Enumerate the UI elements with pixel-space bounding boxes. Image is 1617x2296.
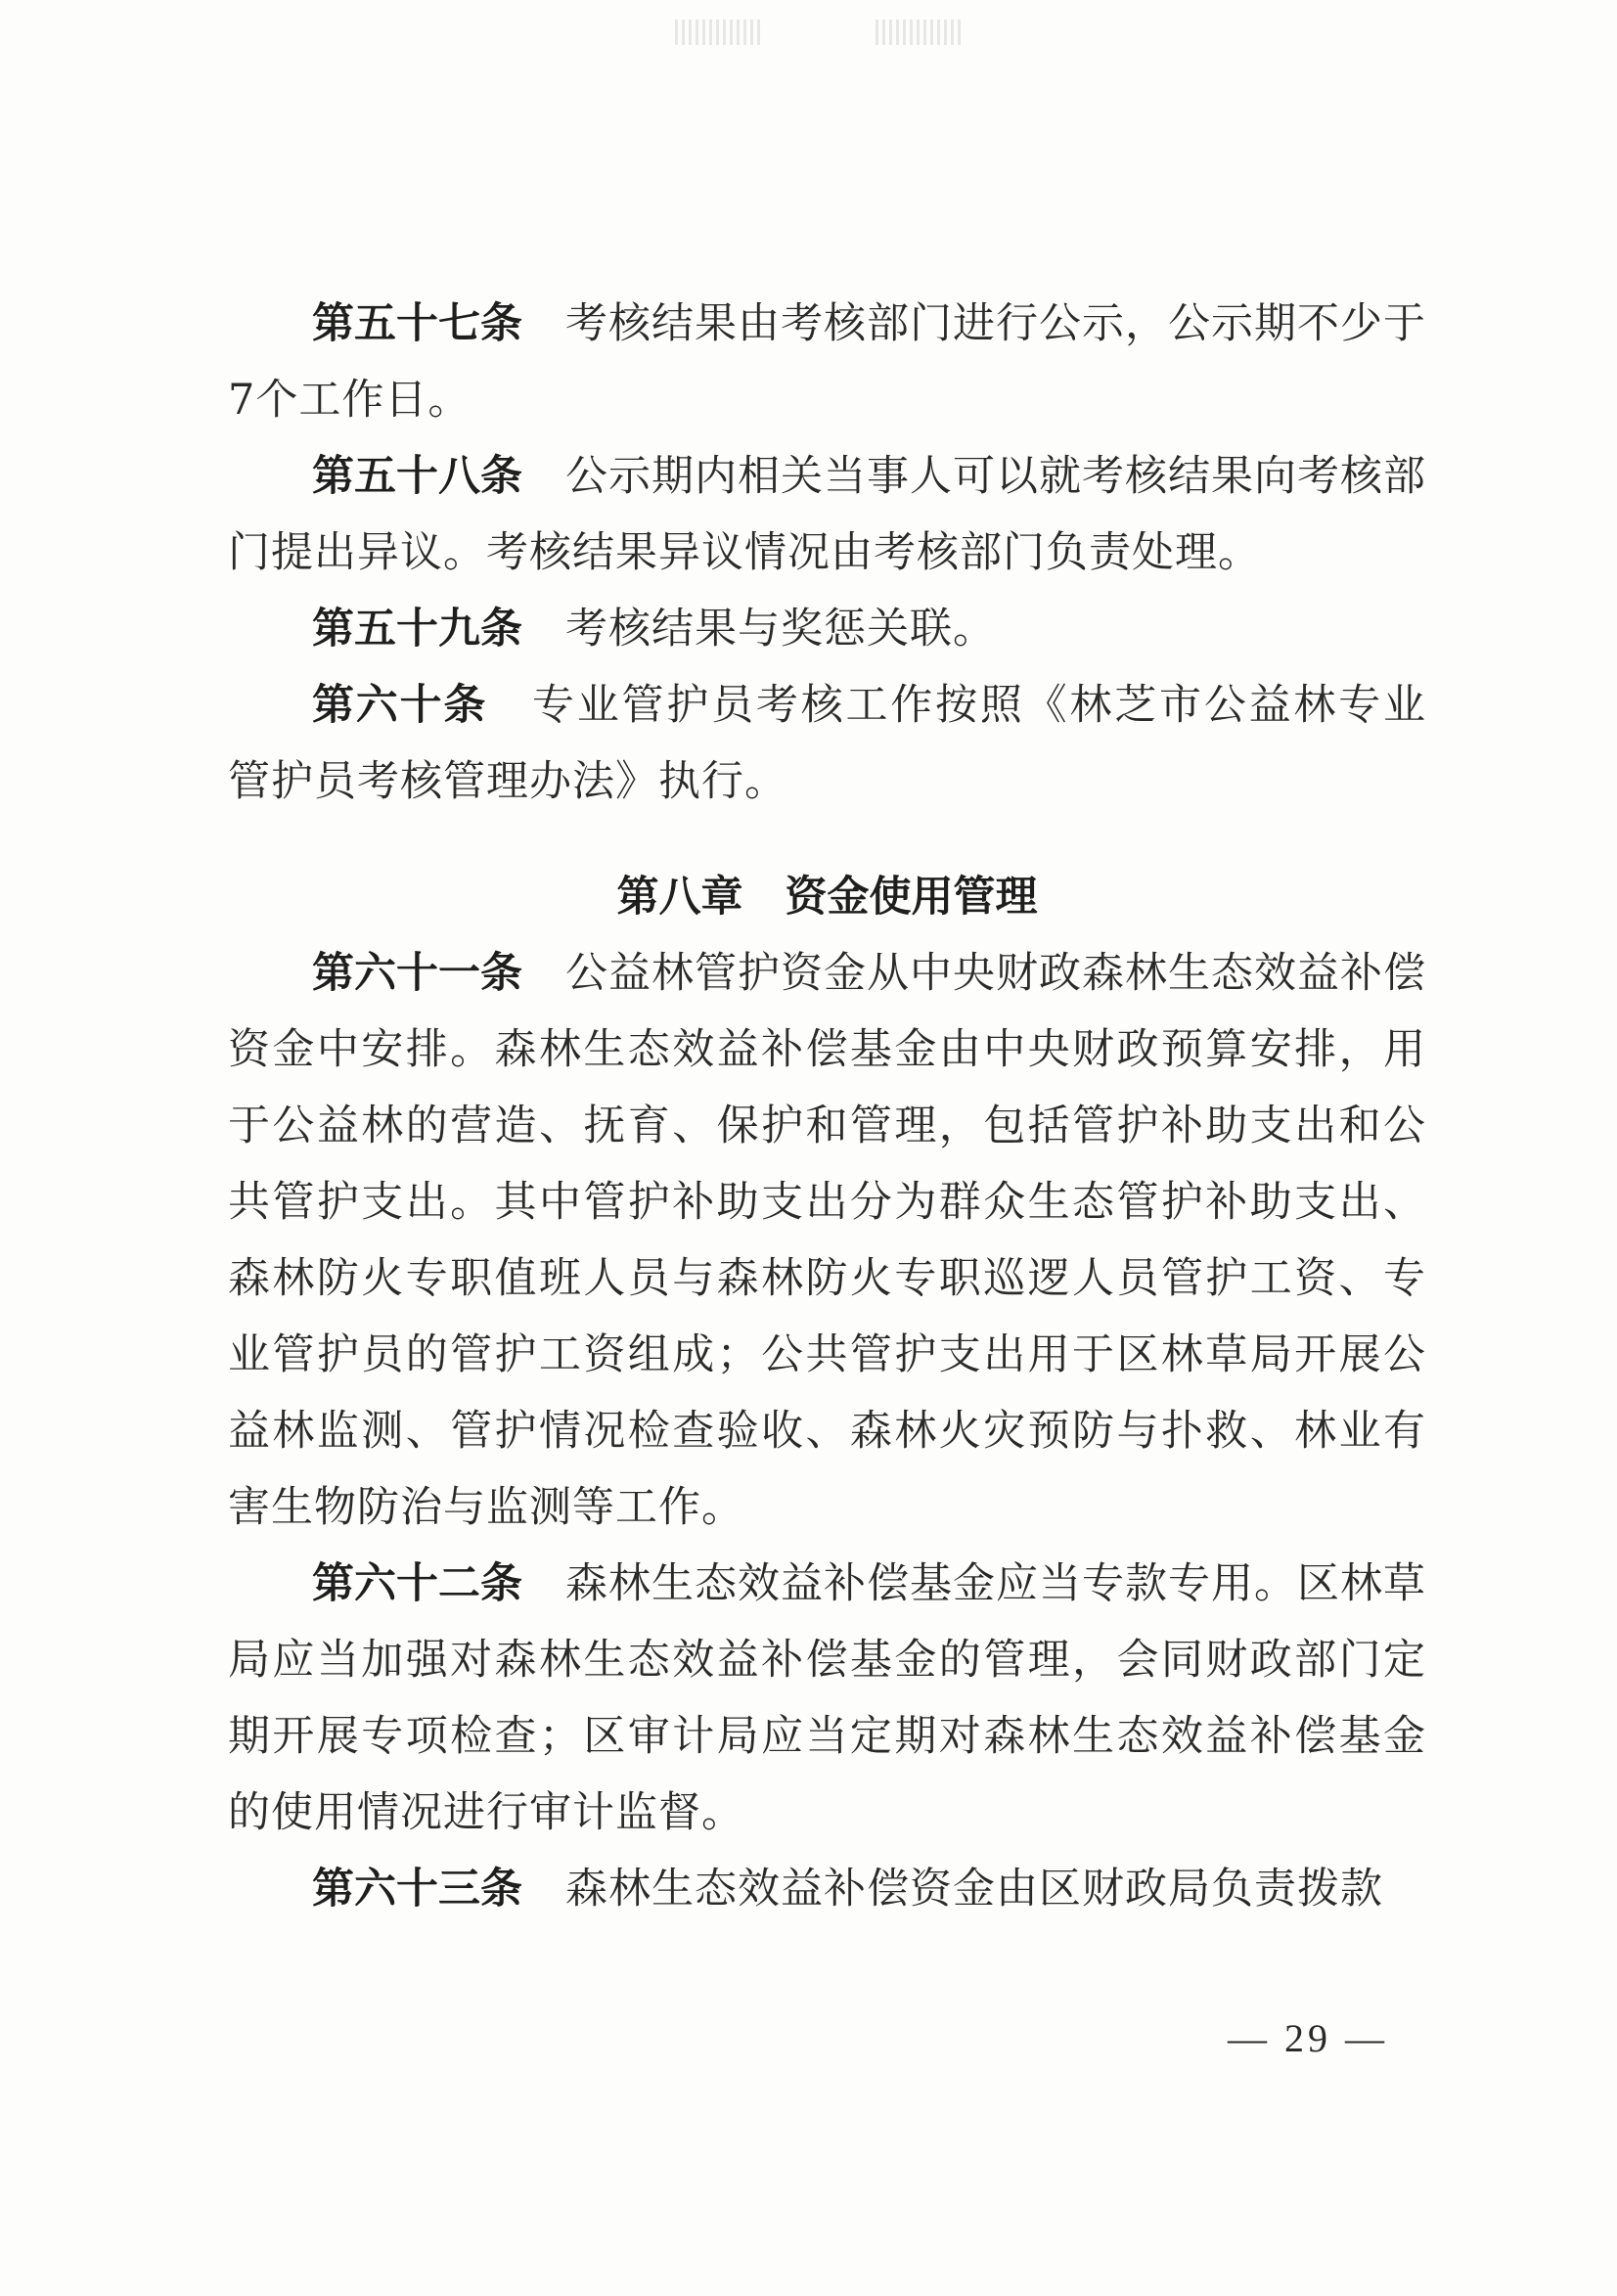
article-59 — [228, 591, 1426, 667]
scan-artifact — [675, 20, 763, 45]
article-text: 森林生态效益补偿资金由区财政局负责拨款 — [565, 1865, 1383, 1913]
article-number: 第六十三条 — [312, 1865, 522, 1913]
article-63 — [228, 1851, 1426, 1927]
article-text: 公示期内相关当事人可以就考核结果向考核部门提出异议。考核结果异议情况由考核部门负责处理。 — [228, 452, 1426, 577]
article-60 — [228, 667, 1426, 820]
scan-artifact — [876, 20, 964, 45]
article-number: 第五十九条 — [312, 605, 522, 653]
article-58 — [228, 438, 1426, 591]
article-number: 第六十条 — [312, 681, 488, 730]
article-text: 考核结果由考核部门进行公示，公示期不少于7个工作日。 — [228, 299, 1426, 425]
article-number: 第五十八条 — [312, 452, 522, 501]
article-text: 专业管护员考核工作按照《林芝市公益林专业管护员考核管理办法》执行。 — [228, 681, 1427, 806]
chapter-title: 第八章 资金使用管理 — [616, 873, 1038, 922]
article-number: 第六十二条 — [312, 1559, 522, 1608]
article-text: 森林生态效益补偿基金应当专款专用。区林草局应当加强对森林生态效益补偿基金的管理，会同财政部门定期开展专项检查；区审计局应当定期对森林生态效益补偿基金的使用情况进行审计监督。 — [228, 1559, 1426, 1837]
article-57 — [228, 286, 1426, 438]
article-61 — [228, 935, 1426, 1546]
article-number: 第六十一条 — [312, 949, 522, 998]
article-text: 公益林管护资金从中央财政森林生态效益补偿资金中安排。森林生态效益补偿基金由中央财政预算安排，用于公益林的营造、抚育、保护和管理，包括管护补助支出和公共管护支出。其中管护补助支出分为群众生态管护补助支出、森林防火专职值班人员与森林防火专职巡逻人员管护工资、专业管护员的管护工资组成；公共管护支出用于区林草局开展公益林监测、管护情况检查验收、森林火灾预防与扑救、林业有害生物防治与监测等工作。 — [228, 949, 1426, 1532]
article-text: 考核结果与奖惩关联。 — [565, 605, 996, 653]
page-number: — 29 — — [1228, 2016, 1388, 2060]
document-body — [228, 286, 1426, 1927]
article-62 — [228, 1546, 1426, 1851]
article-number: 第五十七条 — [312, 299, 522, 348]
